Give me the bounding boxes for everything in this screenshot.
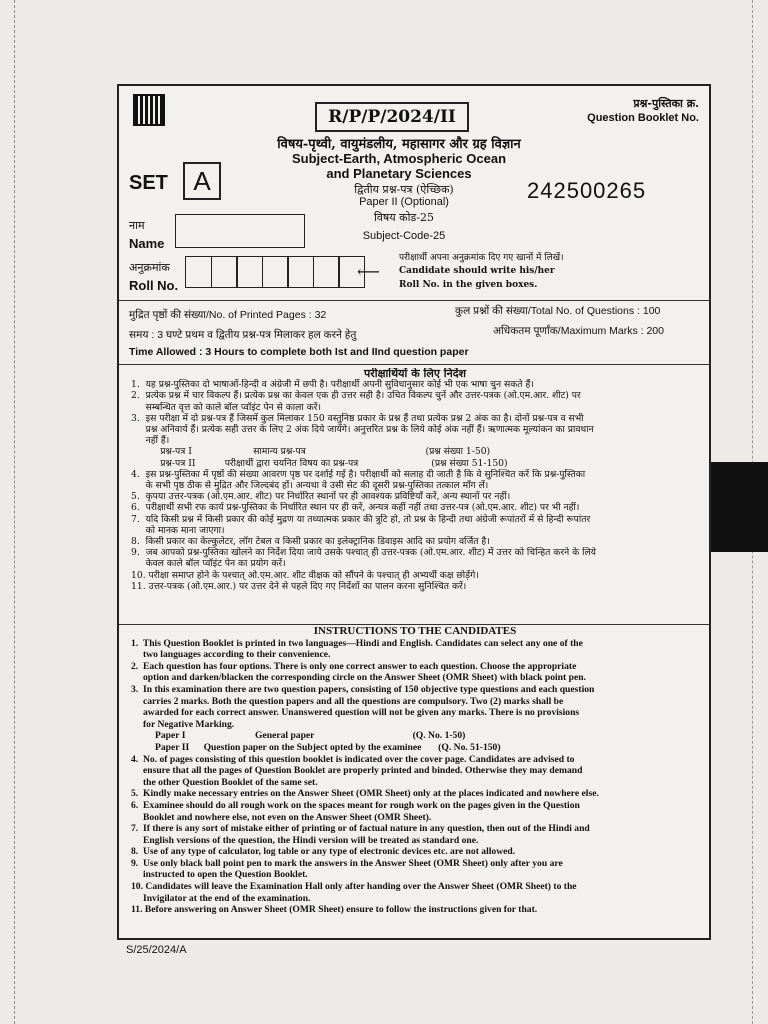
instruction-line: 5. Kindly make necessary entries on the Answer Sheet (OMR Sheet) only at the places indicated and nowhere else. [131,788,599,800]
arrow-left-icon: ⟵ [357,262,380,281]
instruction-line: carries 2 marks. Both the question papers and all the questions are compulsory. Two (2) marks shall be [131,695,564,707]
instruction-line: 4. इस प्रश्न-पुस्तिका में पृष्ठों की संख्या आवरण पृष्ठ पर दर्शाई गई है। परीक्षार्थी को सलाह दी जाती है कि वे सुनिश्चित करें कि प्रश्न-पुस्तिका [131,468,586,480]
instruction-line: two languages according to their convenience. [131,649,331,661]
subject-code-en: Subject-Code-25 [362,230,446,242]
instruction-line: 6. परीक्षार्थी सभी रफ कार्य प्रश्न-पुस्तिका के निर्धारित स्थान पर ही करें, अन्यत्र कहीं नहीं तथा उत्तर-पत्र (ओ.एम.आर. शीट) पर भी नहीं। [131,502,580,514]
instruction-line: प्रश्न-पत्र I सामान्य प्रश्न-पत्र (प्रश्न संख्या 1-50) [131,446,491,458]
instruction-line: instructed to open the Question Booklet. [131,869,308,881]
footer-code: S/25/2024/A [126,944,187,956]
roll-note-hi: परीक्षार्थी अपना अनुक्रमांक दिए गए खानों में लिखें। [399,253,564,263]
instruction-line: 3. इस परीक्षा में दो प्रश्न-पत्र हैं जिसमें कुल मिलाकर 150 वस्तुनिष्ठ प्रकार के प्रश्न हैं तथा प्रत्येक प्रश्न 2 अंक का है। दोनों प्रश्न-पत्र व सभी [131,412,584,424]
name-field[interactable] [175,214,305,248]
instruction-line: के सभी पृष्ठ ठीक से मुद्रित और जिल्दबंद हों। अन्यथा वे उसी सेट की दूसरी प्रश्न-पुस्तिका तत्काल माँग लें। [131,480,489,492]
roll-box[interactable] [236,256,263,288]
roll-label-en: Roll No. [129,278,179,293]
total-questions: कुल प्रश्नों की संख्या/Total No. of Questions : 100 [455,305,661,317]
printed-pages: मुद्रित पृष्ठों की संख्या/No. of Printed Pages : 32 [129,309,327,321]
instruction-line: 9. Use only black ball point pen to mark the answers in the Answer Sheet (OMR Sheet) only after you are [131,857,563,869]
instructions-english [131,626,699,916]
divider [119,364,709,365]
maximum-marks: अधिकतम पूर्णांक/Maximum Marks : 200 [493,325,664,337]
instruction-line: 5. कृपया उत्तर-पत्रक (ओ.एम.आर. शीट) पर निर्धारित स्थानों पर ही आवश्यक प्रविष्टियाँ करें, अन्य स्थानों पर नहीं। [131,491,511,503]
instructions-heading-en: INSTRUCTIONS TO THE CANDIDATES [313,626,517,637]
series-code: R/P/P/2024/II [315,102,469,132]
qr-code-icon [133,94,165,126]
roll-box[interactable] [313,256,340,288]
set-value: A [183,162,221,200]
cut-line-left [14,0,16,1024]
name-label-en: Name [129,236,165,251]
subject-title-en-line2: and Planetary Sciences [326,166,472,181]
time-allowed-en: Time Allowed : 3 Hours to complete both Ist and IInd question paper [129,346,469,358]
instruction-line: 1. यह प्रश्न-पुस्तिका दो भाषाओं-हिन्दी व अंग्रेजी में छपी है। परीक्षार्थी अपनी सुविधानुसार कोई भी एक भाषा चुन सकते हैं। [131,379,534,391]
instruction-line: 4. No. of pages consisting of this question booklet is indicated over the cover page. Candidates are advised to [131,753,575,765]
time-hi: समय : 3 घण्टे प्रथम व द्वितीय प्रश्न-पत्र मिलाकर हल करने हेतु [129,329,357,341]
instruction-line: for Negative Marking. [131,718,235,730]
set-label: SET [129,172,168,194]
roll-note-en-line1: Candidate should write his/her [399,266,555,276]
roll-box[interactable] [262,256,289,288]
instruction-line: 3. In this examination there are two question papers, consisting of 150 objective type questions and each question [131,683,595,695]
instructions-heading-hi: परीक्षार्थियों के लिए निर्देश [363,368,467,380]
subject-title-hi: विषय-पृथ्वी, वायुमंडलीय, महासागर और ग्रह विज्ञान [277,137,521,152]
instruction-line: Invigilator at the end of the examination. [131,892,311,904]
instruction-line: सम्बन्धित वृत्त को काले बॉल प्वॉइंट पेन से काला करें। [131,401,321,413]
instruction-line: को मानक माना जाएगा। [131,524,225,536]
instruction-line: नहीं हैं। [131,435,170,447]
instruction-line: 1. This Question Booklet is printed in two languages—Hindi and English. Candidates can select any one of the [131,637,583,649]
instruction-line: प्रश्न-पत्र II परीक्षार्थी द्वारा चयनित विषय का प्रश्न-पत्र (प्रश्न संख्या 51-150) [131,457,508,469]
instruction-line: the other Question Booklet of the same set. [131,776,318,788]
instruction-line: ensure that all the pages of Question Booklet are properly printed and binded. Otherwise they may demand [131,765,583,777]
instruction-line: 10. Candidates will leave the Examination Hall only after handing over the Answer Sheet (OMR Sheet) to the [131,881,577,893]
instruction-line: 2. प्रत्येक प्रश्न में चार विकल्प हैं। प्रत्येक प्रश्न का केवल एक ही उत्तर सही है। उचित विकल्प चुनें और उत्तर-पत्रक (ओ.एम.आर. शीट) पर [131,390,581,402]
name-label-hi: नाम [129,219,145,232]
divider [119,624,709,625]
instruction-line: 9. जब आपको प्रश्न-पुस्तिका खोलने का निर्देश दिया जाये उसके पश्चात् ही उत्तर-पत्रक (ओ.एम.आर. शीट) में उत्तर को चिन्हित करने के लिये [131,547,597,559]
instruction-line: 8. Use of any type of calculator, log table or any type of electronic devices etc. are not allowed. [131,846,516,858]
instruction-line: 11. Before answering on Answer Sheet (OMR Sheet) ensure to follow the instructions given for that. [131,904,538,916]
divider [119,300,709,301]
booklet-number: 242500265 [527,178,647,203]
instruction-line: 7. If there is any sort of mistake either of printing or of factual nature in any question, then out of the Hindi and [131,823,590,835]
subject-title-en [249,151,549,181]
instruction-line: awarded for each correct answer. Unanswered question will not be given any marks. There is no provisions [131,707,580,719]
roll-label-hi: अनुक्रमांक [129,261,170,274]
instruction-line: 10. परीक्षा समाप्त होने के पश्चात् ओ.एम.आर. शीट वीक्षक को सौंपने के पश्चात् ही अभ्यर्थी कक्ष छोड़ेंगे। [131,569,479,581]
instruction-line: Paper II Question paper on the Subject opted by the examinee (Q. No. 51-150) [131,741,501,753]
paper-label-hi: द्वितीय प्रश्न-पत्र (ऐच्छिक) [354,183,454,196]
instructions-hindi [131,368,699,592]
subject-title-en-line1: Subject-Earth, Atmospheric Ocean [291,151,507,166]
instruction-line: केवल काले बॉल प्वॉइंट पेन का प्रयोग करें। [131,558,286,570]
roll-number-boxes[interactable] [185,256,364,288]
booklet-no-label-hi: प्रश्न-पुस्तिका क्र. [633,97,699,110]
booklet-no-label-en: Question Booklet No. [587,112,699,124]
instruction-line: 6. Examinee should do all rough work on the spaces meant for rough work on the pages given in the Question [131,799,580,811]
instruction-line: 7. यदि किसी प्रश्न में किसी प्रकार की कोई मुद्रण या तथ्यात्मक प्रकार की त्रुटि हो, तो प्रश्न के हिन्दी तथा अंग्रेजी रूपांतरों में से हिन्दी रूपांतर [131,513,591,525]
instruction-line: option and darken/blacken the corresponding circle on the Answer Sheet (OMR Sheet) with black point pen. [131,672,586,684]
subject-code-hi: विषय कोड-25 [373,211,435,224]
instruction-line: 2. Each question has four options. There is only one correct answer to each question. Choose the appropriate [131,660,577,672]
instruction-line: Paper I General paper (Q. No. 1-50) [131,730,466,742]
instruction-line: English versions of the question, the Hindi version will be treated as standard one. [131,834,479,846]
roll-box[interactable] [211,256,238,288]
instruction-line: 8. किसी प्रकार का केल्कुलेटर, लॉग टेबल व किसी प्रकार का इलेक्ट्रानिक डिवाइस आदि का प्रयोग वर्जित है। [131,536,490,548]
instruction-line: 11. उत्तर-पत्रक (ओ.एम.आर.) पर उत्तर देने से पहले दिए गए निर्देशों का पालन करना सुनिश्चित करें। [131,580,467,592]
roll-box[interactable] [287,256,314,288]
instruction-line: प्रश्न अनिवार्य हैं। प्रत्येक सही उत्तर के लिए 2 अंक दिये जायेंगे। अनुत्तरित प्रश्न के लिये कोई अंक नहीं हैं। ऋणात्मक मूल्यांकन का प्रावधान [131,424,594,436]
roll-note-en-line2: Roll No. in the given boxes. [399,280,538,290]
cover-frame [117,84,711,940]
paper-label-en: Paper II (Optional) [359,196,449,208]
instruction-line: Booklet and nowhere else, not even on the Answer Sheet (OMR Sheet). [131,811,432,823]
roll-box[interactable] [185,256,212,288]
